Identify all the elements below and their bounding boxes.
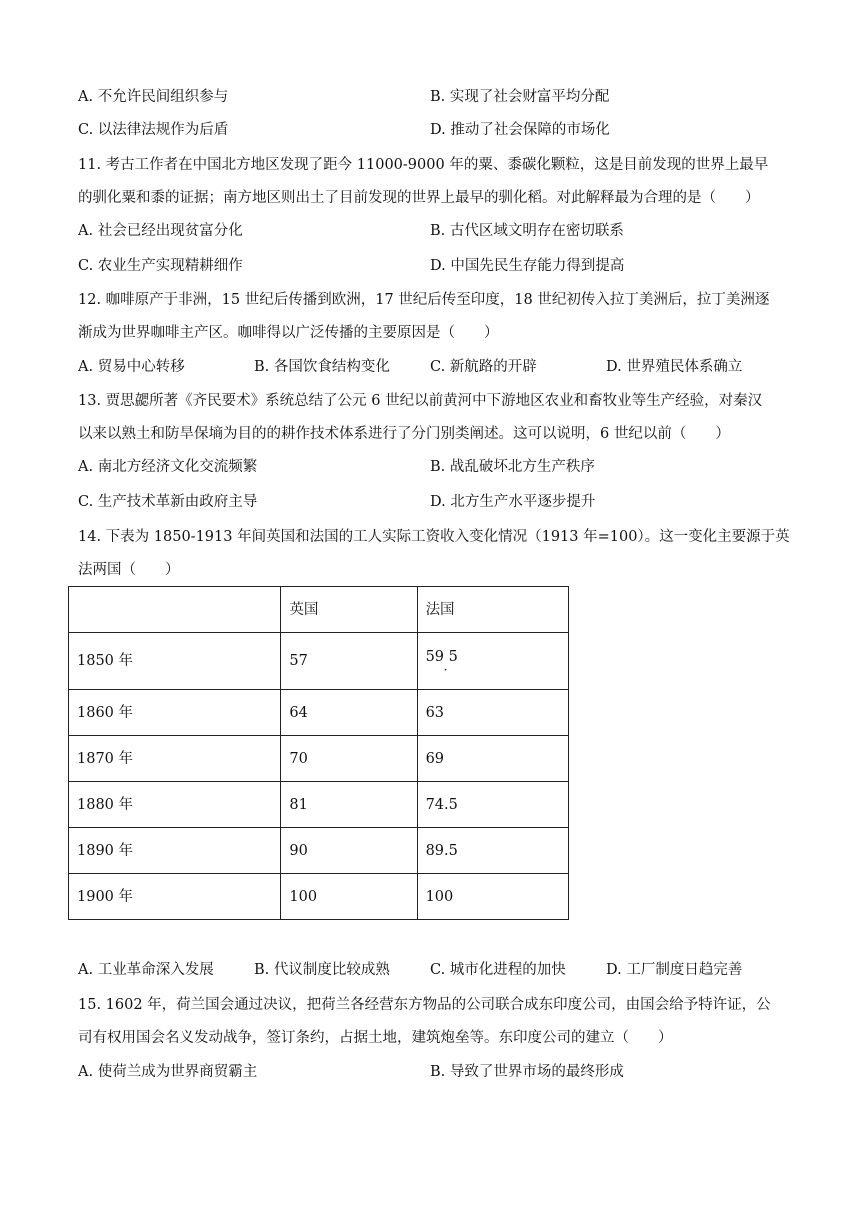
table-cell: 89.5 (417, 828, 568, 874)
table-cell: 57 (281, 633, 417, 690)
table-row (69, 782, 569, 828)
q11-option-d: D. 中国先民生存能力得到提高 (430, 258, 625, 274)
q15-option-b: B. 导致了世界市场的最终形成 (430, 1064, 624, 1080)
table-row (69, 874, 569, 920)
q14-option-a: A. 工业革命深入发展 (78, 962, 214, 978)
q11-stem-line2: 的驯化粟和黍的证据；南方地区则出土了目前发现的世界上最早的驯化稻。对此解释最为合理的是（ ） (78, 190, 760, 206)
table-cell: 1850 年 (69, 633, 281, 690)
q14-option-d: D. 工厂制度日趋完善 (606, 962, 743, 978)
q11-option-a: A. 社会已经出现贫富分化 (78, 223, 243, 239)
q11-option-c: C. 农业生产实现精耕细作 (78, 258, 243, 274)
q12-option-c: C. 新航路的开辟 (430, 359, 537, 375)
table-row (69, 828, 569, 874)
q12-stem-line2: 渐成为世界咖啡主产区。咖啡得以广泛传播的主要原因是（ ） (78, 325, 499, 341)
table-row (69, 633, 569, 690)
q13-option-c: C. 生产技术革新由政府主导 (78, 494, 258, 510)
table-cell: 1900 年 (69, 874, 281, 920)
q12-option-d: D. 世界殖民体系确立 (606, 359, 743, 375)
q10-option-b: B. 实现了社会财富平均分配 (430, 89, 610, 105)
table-cell: 63 (417, 690, 568, 736)
q12-option-a: A. 贸易中心转移 (78, 359, 185, 375)
table-cell: 64 (281, 690, 417, 736)
table-cell: 100 (281, 874, 417, 920)
table-header-row (69, 587, 569, 633)
table-cell: 1880 年 (69, 782, 281, 828)
q10-option-c: C. 以法律法规作为后盾 (78, 122, 229, 138)
q13-option-a: A. 南北方经济文化交流频繁 (78, 459, 258, 475)
q15-stem-line1: 15. 1602 年，荷兰国会通过决议，把荷兰各经营东方物品的公司联合成东印度公司，由国会给予特许证，公 (78, 997, 771, 1013)
q14-option-b: B. 代议制度比较成熟 (254, 962, 390, 978)
table-cell-text: 59 5 (425, 649, 458, 665)
table-cell: 69 (417, 736, 568, 782)
table-cell: 1890 年 (69, 828, 281, 874)
q15-stem-line2: 司有权用国会名义发动战争，签订条约，占据土地，建筑炮垒等。东印度公司的建立（ ） (78, 1030, 673, 1046)
q15-option-a: A. 使荷兰成为世界商贸霸主 (78, 1064, 258, 1080)
q14-stem-line2: 法两国（ ） (78, 562, 180, 578)
q14-stem-line1: 14. 下表为 1850-1913 年间英国和法国的工人实际工资收入变化情况（1913 年=100）。这一变化主要源于英 (78, 529, 790, 545)
q13-stem-line2: 以来以熟土和防旱保墒为目的的耕作技术体系进行了分门别类阐述。这可以说明，6 世纪以前（ ） (78, 426, 730, 442)
q11-option-b: B. 古代区域文明存在密切联系 (430, 223, 624, 239)
q12-option-b: B. 各国饮食结构变化 (254, 359, 390, 375)
wage-table (68, 586, 569, 920)
q12-stem-line1: 12. 咖啡原产于非洲，15 世纪后传播到欧洲，17 世纪后传至印度，18 世纪初传入拉丁美洲后，拉丁美洲逐 (78, 292, 770, 308)
q13-stem-line1: 13. 贾思勰所著《齐民要术》系统总结了公元 6 世纪以前黄河中下游地区农业和畜牧业等生产经验，对秦汉 (78, 393, 763, 409)
q13-option-b: B. 战乱破坏北方生产秩序 (430, 459, 595, 475)
table-row (69, 736, 569, 782)
table-header-cell (69, 587, 281, 633)
table-cell: 100 (417, 874, 568, 920)
table-cell: 90 (281, 828, 417, 874)
table-header-cell: 法国 (417, 587, 568, 633)
stray-dot: · (443, 663, 448, 677)
q10-option-d: D. 推动了社会保障的市场化 (430, 122, 610, 138)
table-row (69, 690, 569, 736)
table-cell: 74.5 (417, 782, 568, 828)
q14-option-c: C. 城市化进程的加快 (430, 962, 566, 978)
table-cell: 70 (281, 736, 417, 782)
q10-option-a: A. 不允许民间组织参与 (78, 89, 229, 105)
table-cell (417, 633, 568, 690)
q11-stem-line1: 11. 考古工作者在中国北方地区发现了距今 11000-9000 年的粟、黍碳化颗粒，这是目前发现的世界上最早 (78, 157, 769, 173)
table-header-cell: 英国 (281, 587, 417, 633)
table-cell: 1860 年 (69, 690, 281, 736)
table-cell: 1870 年 (69, 736, 281, 782)
q13-option-d: D. 北方生产水平逐步提升 (430, 494, 596, 510)
table-cell: 81 (281, 782, 417, 828)
